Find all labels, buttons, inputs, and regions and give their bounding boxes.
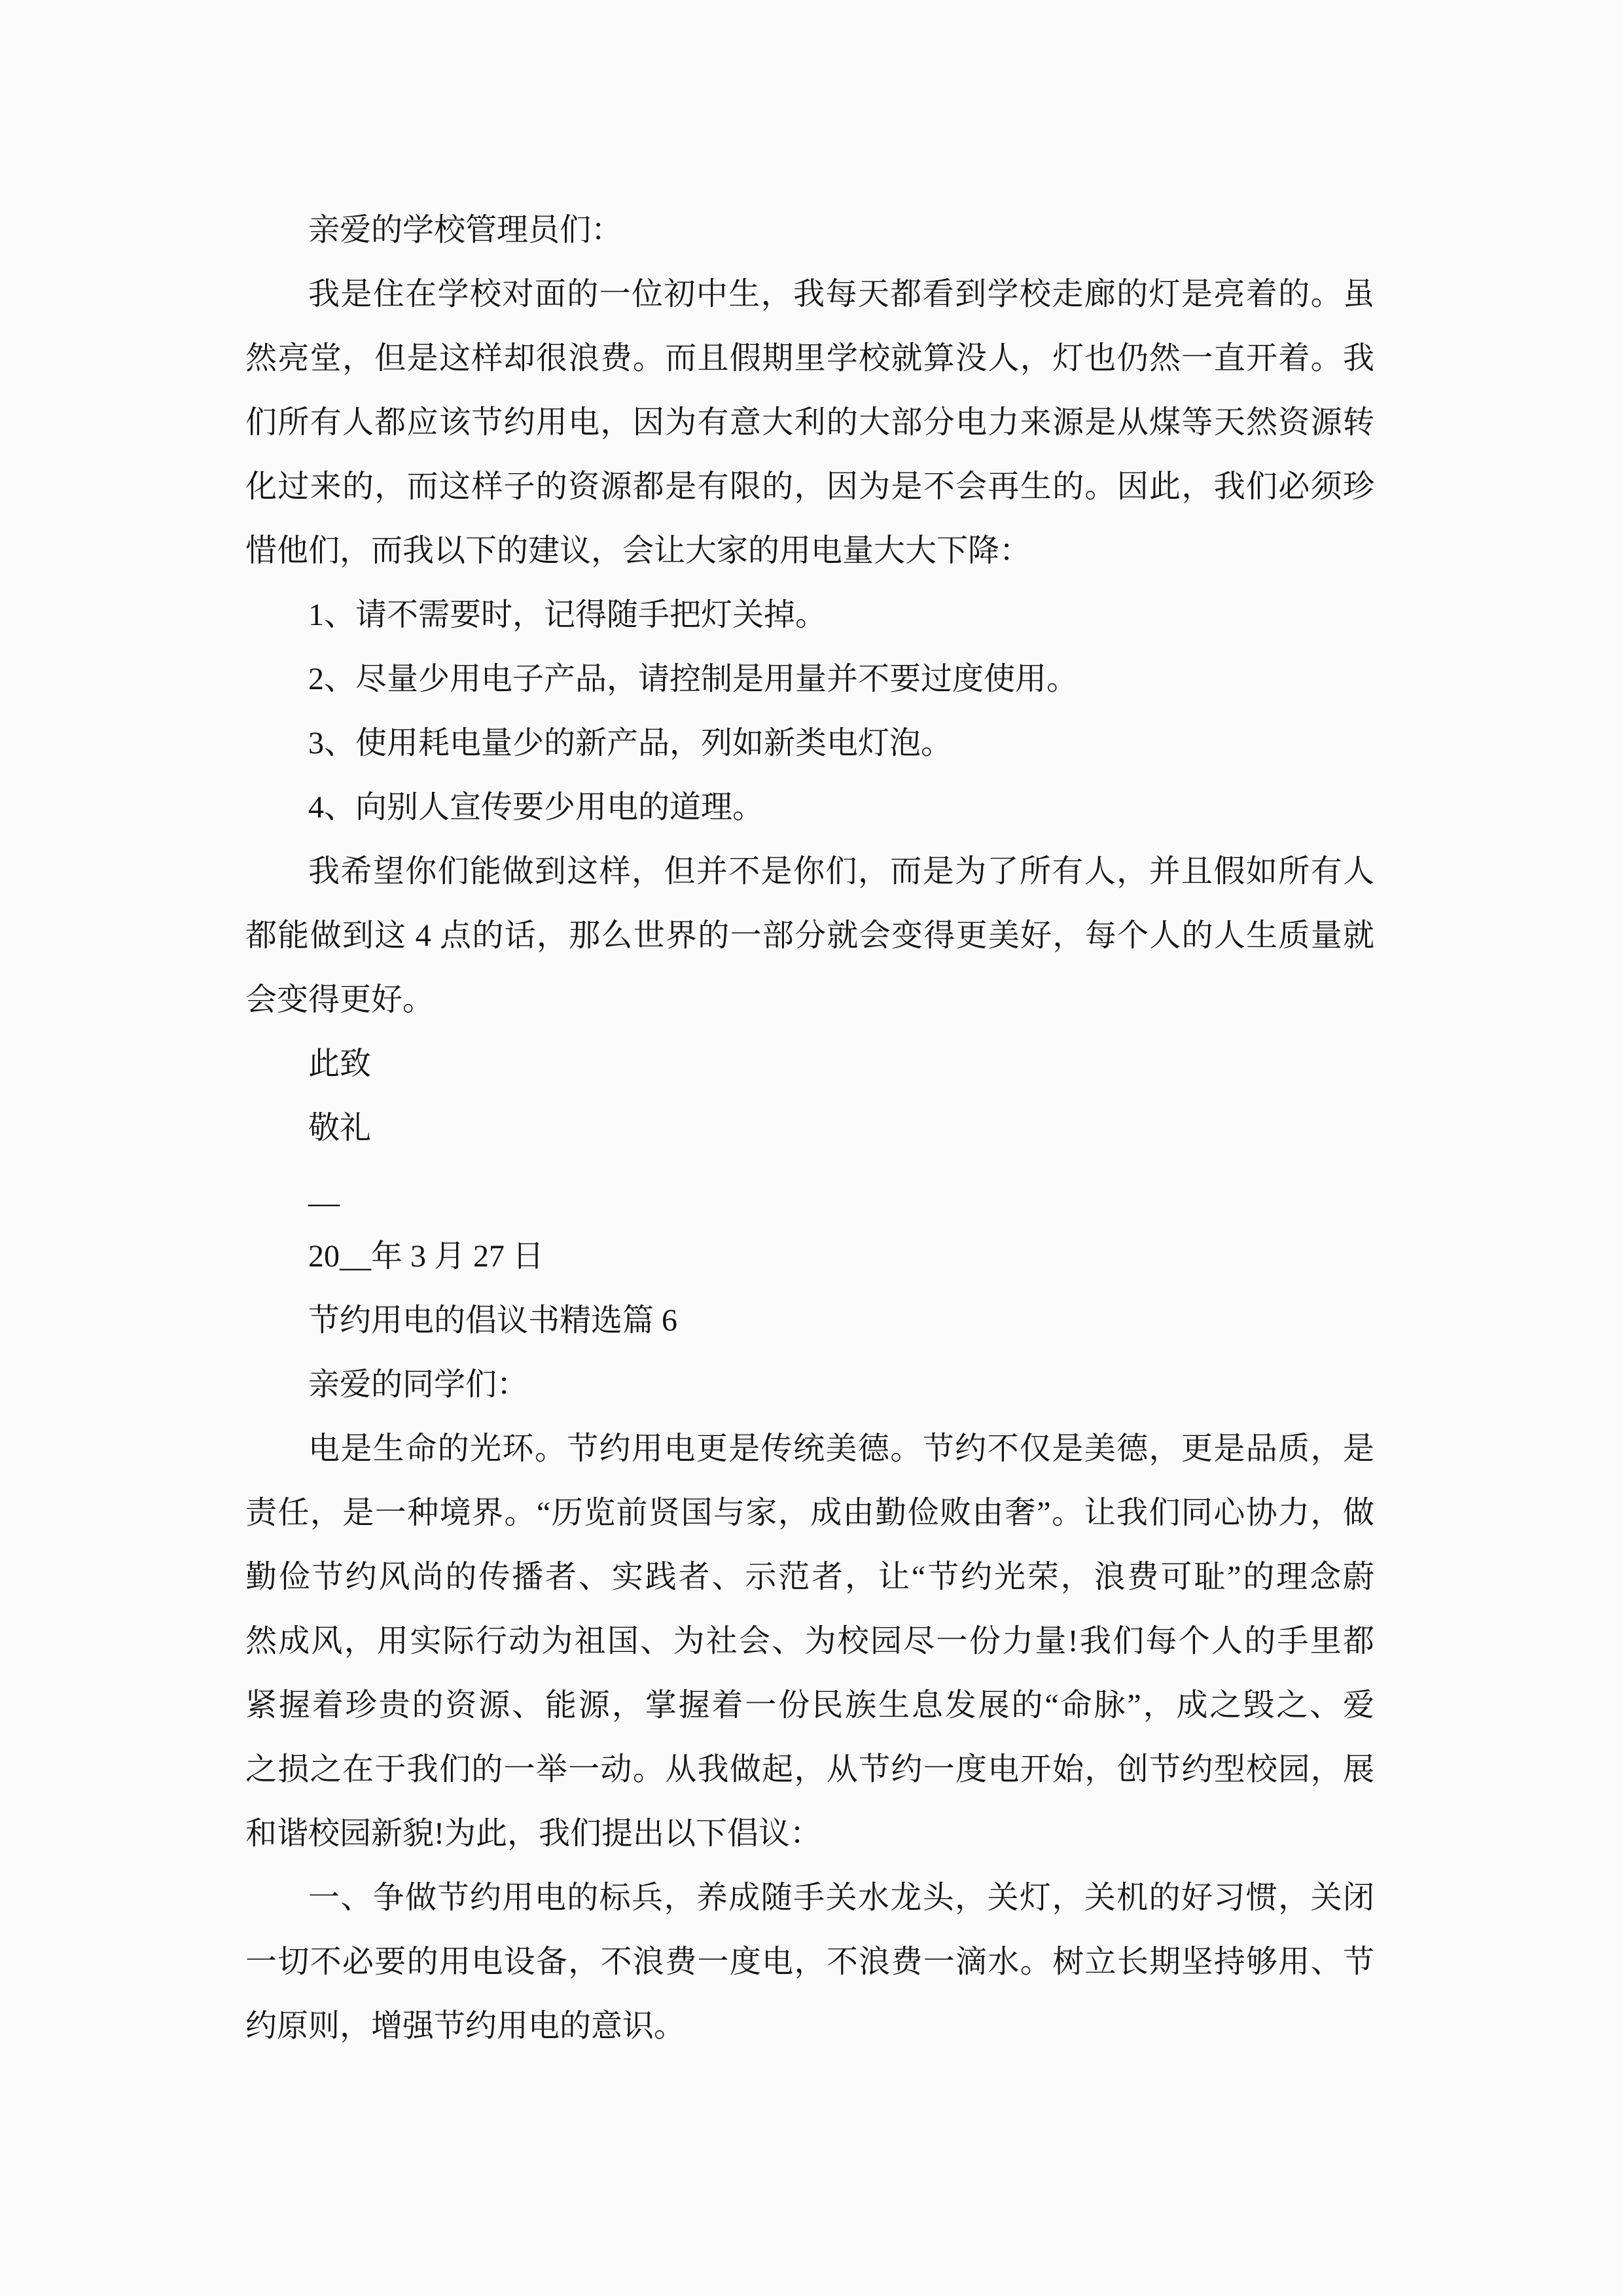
text-line: 亲爱的同学们： xyxy=(308,1367,529,1402)
text-line: 惜他们，而我以下的建议，会让大家的用电量大大下降： xyxy=(245,533,1031,568)
document-text-block xyxy=(245,198,1374,2058)
text-line: 3、使用耗电量少的新产品，列如新类电灯泡。 xyxy=(308,726,953,761)
text-line: 节约用电的倡议书精选篇 6 xyxy=(308,1303,678,1338)
text-line: 20__年 3 月 27 日 xyxy=(308,1239,544,1274)
text-line: 然亮堂，但是这样却很浪费。而且假期里学校就算没人，灯也仍然一直开着。我 xyxy=(245,341,1374,376)
text-line: 我希望你们能做到这样，但并不是你们，而是为了所有人，并且假如所有人 xyxy=(308,854,1374,889)
text-line: 约原则，增强节约用电的意识。 xyxy=(245,2009,686,2043)
text-line: 我是住在学校对面的一位初中生，我每天都看到学校走廊的灯是亮着的。虽 xyxy=(308,277,1374,312)
text-line: 们所有人都应该节约用电，因为有意大利的大部分电力来源是从煤等天然资源转 xyxy=(245,405,1374,440)
text-line: 会变得更好。 xyxy=(245,982,435,1017)
text-line: 化过来的，而这样子的资源都是有限的，因为是不会再生的。因此，我们必须珍 xyxy=(245,469,1374,504)
text-line: 之损之在于我们的一举一动。从我做起，从节约一度电开始，创节约型校园，展 xyxy=(245,1752,1374,1787)
text-line: 然成风，用实际行动为祖国、为社会、为校园尽一份力量!我们每个人的手里都 xyxy=(245,1624,1374,1659)
text-line: 和谐校园新貌!为此，我们提出以下倡议： xyxy=(245,1816,821,1851)
text-line: 亲爱的学校管理员们： xyxy=(308,213,623,247)
text-line: 敬礼 xyxy=(308,1111,372,1145)
text-line: 电是生命的光环。节约用电更是传统美德。节约不仅是美德，更是品质，是 xyxy=(308,1431,1374,1466)
text-line: 4、向别人宣传要少用电的道理。 xyxy=(308,790,764,825)
text-line: __ xyxy=(308,1175,340,1210)
text-line: 一、争做节约用电的标兵，养成随手关水龙头，关灯，关机的好习惯，关闭 xyxy=(308,1880,1374,1915)
text-line: 2、尽量少用电子产品，请控制是用量并不要过度使用。 xyxy=(308,662,1079,696)
text-line: 一切不必要的用电设备，不浪费一度电，不浪费一滴水。树立长期坚持够用、节 xyxy=(245,1945,1374,1979)
text-line: 勤俭节约风尚的传播者、实践者、示范者，让“节约光荣，浪费可耻”的理念蔚 xyxy=(245,1560,1374,1594)
text-line: 此致 xyxy=(308,1047,372,1081)
text-line: 紧握着珍贵的资源、能源，掌握着一份民族生息发展的“命脉”，成之毁之、爱 xyxy=(245,1688,1374,1723)
text-line: 都能做到这 4 点的话，那么世界的一部分就会变得更美好，每个人的人生质量就 xyxy=(245,918,1374,953)
text-line: 责任，是一种境界。“历览前贤国与家，成由勤俭败由奢”。让我们同心协力，做 xyxy=(245,1496,1374,1530)
text-line: 1、请不需要时，记得随手把灯关掉。 xyxy=(308,598,827,632)
